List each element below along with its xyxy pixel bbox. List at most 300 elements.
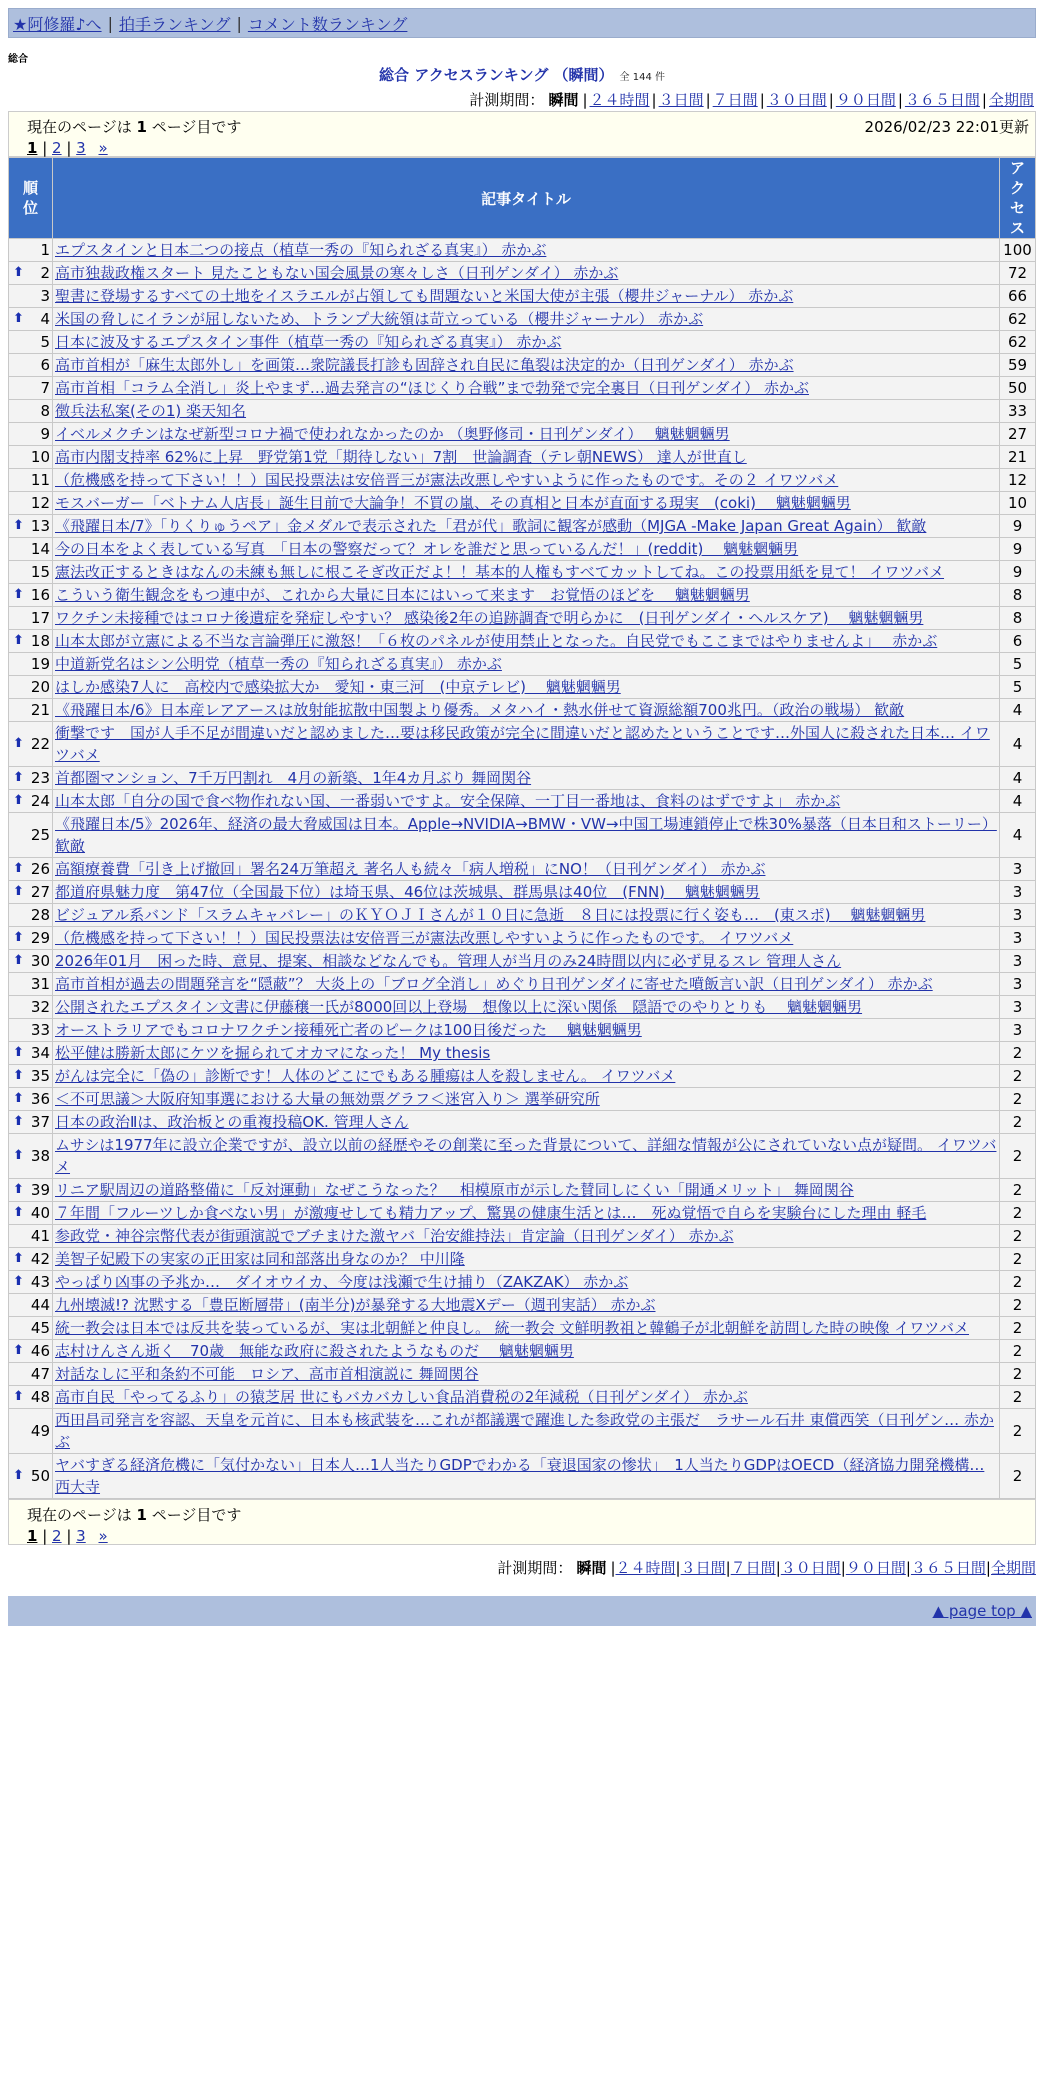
rank-cell bbox=[9, 927, 53, 950]
period-option[interactable]: ３日間 bbox=[658, 91, 704, 109]
up-arrow-icon: ⬆ bbox=[13, 736, 24, 751]
access-cell: 100 bbox=[1000, 239, 1036, 262]
access-cell: 8 bbox=[1000, 584, 1036, 607]
rank-cell bbox=[9, 858, 53, 881]
article-link[interactable]: 公開されたエプスタイン文書に伊藤穣一氏が8000回以上登場 想像以上に深い関係 隠語でのやりとりも 魑魅魍魎男 bbox=[55, 998, 863, 1016]
article-link[interactable]: 九州壊滅!? 沈黙する「豊臣断層帯」(南半分)が暴発する大地震Xデー（週刊実話） 赤かぶ bbox=[55, 1296, 656, 1314]
access-cell: 3 bbox=[1000, 881, 1036, 904]
up-arrow-icon: ⬆ bbox=[13, 1114, 24, 1129]
article-link[interactable]: イベルメクチンはなぜ新型コロナ禍で使われなかったのか （奥野修司・日刊ゲンダイ） 魑魅魍魎男 bbox=[55, 425, 730, 443]
title-cell bbox=[53, 308, 1000, 331]
period-option[interactable]: 全期間 bbox=[990, 1559, 1036, 1577]
period-option[interactable]: ３０日間 bbox=[780, 1559, 841, 1577]
table-row bbox=[9, 561, 1036, 584]
article-link[interactable]: 参政党・神谷宗幣代表が街頭演説でブチまけた激ヤバ「治安維持法」肯定論（日刊ゲンダイ） 赤かぶ bbox=[55, 1227, 734, 1245]
rank-cell bbox=[9, 1340, 53, 1363]
access-cell: 59 bbox=[1000, 354, 1036, 377]
table-row bbox=[9, 1317, 1036, 1340]
access-cell: 8 bbox=[1000, 607, 1036, 630]
pager-bottom bbox=[8, 1499, 1036, 1545]
article-link[interactable]: モスバーガー「ベトナム人店長」誕生目前で大論争！不買の嵐、その真相と日本が直面する現実 (coki) 魑魅魍魎男 bbox=[55, 494, 851, 512]
rank-number: 48 bbox=[30, 1388, 50, 1406]
access-cell: 9 bbox=[1000, 561, 1036, 584]
rank-number: 9 bbox=[40, 425, 50, 443]
title-cell bbox=[53, 722, 1000, 767]
rank-cell bbox=[9, 973, 53, 996]
rank-number: 19 bbox=[30, 655, 50, 673]
title-cell bbox=[53, 1363, 1000, 1386]
applause-ranking-link[interactable]: 拍手ランキング bbox=[118, 14, 231, 34]
table-row bbox=[9, 676, 1036, 699]
access-cell: 27 bbox=[1000, 423, 1036, 446]
title-cell bbox=[53, 676, 1000, 699]
rank-cell bbox=[9, 469, 53, 492]
table-row bbox=[9, 285, 1036, 308]
period-current: 瞬間 bbox=[548, 91, 579, 109]
access-cell: 5 bbox=[1000, 676, 1036, 699]
article-link[interactable]: ビジュアル系バンド「スラムキャバレー」のＫＹＯＪＩさんが１０日に急逝 ８日には投票に行く姿も… (東スポ) 魑魅魍魎男 bbox=[55, 906, 926, 924]
access-cell: 2 bbox=[1000, 1225, 1036, 1248]
table-row bbox=[9, 973, 1036, 996]
rank-number: 18 bbox=[30, 632, 50, 650]
rank-number: 14 bbox=[30, 540, 50, 558]
rank-number: 5 bbox=[40, 333, 50, 351]
article-link[interactable]: 統一教会は日本では反共を装っているが、実は北朝鮮と仲良し。 統一教会 文鮮明教祖と韓鶴子が北朝鮮を訪問した時の映像 イワツバメ bbox=[55, 1319, 970, 1337]
updated-timestamp: 2026/02/23 22:01更新 bbox=[864, 118, 1029, 136]
separator: | bbox=[775, 1559, 781, 1577]
table-row bbox=[9, 469, 1036, 492]
pagination bbox=[27, 1527, 1021, 1545]
rank-cell bbox=[9, 1271, 53, 1294]
title-cell bbox=[53, 1317, 1000, 1340]
period-option[interactable]: ３０日間 bbox=[766, 91, 827, 109]
article-link[interactable]: やっぱり凶事の予兆か… ダイオウイカ、今度は浅瀬で生け捕り（ZAKZAK） 赤かぶ bbox=[55, 1273, 629, 1291]
title-cell bbox=[53, 1179, 1000, 1202]
title-cell bbox=[53, 354, 1000, 377]
rank-number: 46 bbox=[30, 1342, 50, 1360]
period-option[interactable]: ３６５日間 bbox=[910, 1559, 986, 1577]
access-cell: 3 bbox=[1000, 973, 1036, 996]
separator: | bbox=[905, 1559, 911, 1577]
access-cell: 50 bbox=[1000, 377, 1036, 400]
article-link[interactable]: （危機感を持って下さい！！）国民投票法は安倍晋三が憲法改悪しやすいように作ったものです。 イワツバメ bbox=[55, 929, 794, 947]
title-cell bbox=[53, 423, 1000, 446]
rank-cell bbox=[9, 767, 53, 790]
title-cell bbox=[53, 607, 1000, 630]
up-arrow-icon: ⬆ bbox=[13, 1182, 24, 1197]
up-arrow-icon: ⬆ bbox=[13, 518, 24, 533]
table-row bbox=[9, 1179, 1036, 1202]
period-option[interactable]: ７日間 bbox=[730, 1559, 776, 1577]
access-cell: 62 bbox=[1000, 308, 1036, 331]
access-cell: 3 bbox=[1000, 950, 1036, 973]
article-link[interactable]: 高額療養費「引き上げ撤回」署名24万筆超え 著名人も続々「病人増税」にNO！（日刊ゲンダイ） 赤かぶ bbox=[55, 860, 766, 878]
access-cell: 4 bbox=[1000, 722, 1036, 767]
article-link[interactable]: 2026年01月 困った時、意見、提案、相談などなんでも。管理人が当月のみ24時間以内に必ず見るスレ 管理人さん bbox=[55, 952, 842, 970]
page-link-current: 1 bbox=[27, 1527, 38, 1545]
pager-text-prefix: 現在のページは bbox=[27, 118, 132, 136]
access-cell: 2 bbox=[1000, 1294, 1036, 1317]
article-link[interactable]: 高市内閣支持率 62%に上昇 野党第1党「期待しない」7割 世論調査（テレ朝NEWS） 達人が世直し bbox=[55, 448, 747, 466]
access-cell: 2 bbox=[1000, 1111, 1036, 1134]
up-arrow-icon: ⬆ bbox=[13, 884, 24, 899]
rank-number: 35 bbox=[30, 1067, 50, 1085]
article-link[interactable]: エプスタインと日本二つの接点（植草一秀の『知られざる真実』） 赤かぶ bbox=[55, 241, 547, 259]
access-cell: 6 bbox=[1000, 630, 1036, 653]
title-cell bbox=[53, 1065, 1000, 1088]
table-row bbox=[9, 1088, 1036, 1111]
title-cell bbox=[53, 767, 1000, 790]
table-row bbox=[9, 1248, 1036, 1271]
period-option[interactable]: ２４時間 bbox=[615, 1559, 676, 1577]
article-link[interactable]: ＜不可思議＞大阪府知事選における大量の無効票グラフ＜迷宮入り＞ 選挙研究所 bbox=[55, 1090, 600, 1108]
rank-number: 23 bbox=[30, 769, 50, 787]
up-arrow-icon: ⬆ bbox=[13, 265, 24, 280]
rank-number: 26 bbox=[30, 860, 50, 878]
up-arrow-icon: ⬆ bbox=[13, 861, 24, 876]
rank-number: 50 bbox=[30, 1467, 50, 1485]
article-link[interactable]: がんは完全に「偽の」診断です！人体のどこにでもある腫瘍は人を殺しません。 イワツバメ bbox=[55, 1067, 676, 1085]
separator: | bbox=[705, 91, 711, 109]
period-option[interactable]: ９０日間 bbox=[835, 91, 896, 109]
rank-number: 36 bbox=[30, 1090, 50, 1108]
up-arrow-icon: ⬆ bbox=[13, 930, 24, 945]
title-cell bbox=[53, 1111, 1000, 1134]
up-arrow-icon: ⬆ bbox=[13, 587, 24, 602]
access-cell: 3 bbox=[1000, 927, 1036, 950]
access-cell: 3 bbox=[1000, 904, 1036, 927]
rank-cell bbox=[9, 1202, 53, 1225]
separator: | bbox=[675, 1559, 681, 1577]
access-cell: 2 bbox=[1000, 1134, 1036, 1179]
rank-cell bbox=[9, 354, 53, 377]
title-cell bbox=[53, 858, 1000, 881]
article-link[interactable]: （危機感を持って下さい！！）国民投票法は安倍晋三が憲法改悪しやすいように作ったものです。その２ イワツバメ bbox=[55, 471, 839, 489]
period-selector-bottom bbox=[8, 1557, 1036, 1578]
rank-cell bbox=[9, 607, 53, 630]
pager-top bbox=[8, 111, 1036, 157]
rank-cell bbox=[9, 1225, 53, 1248]
access-cell: 66 bbox=[1000, 285, 1036, 308]
article-link[interactable]: 《飛躍日本/7》「りくりゅうペア」金メダルで表示された「君が代」歌詞に観客が感動（MJGA -Make Japan Great Again） 歓敵 bbox=[55, 517, 927, 535]
table-row bbox=[9, 699, 1036, 722]
top-nav-bar bbox=[8, 8, 1036, 38]
article-link[interactable]: 対話なしに平和条約不可能 ロシア、高市首相演説に 舞岡関谷 bbox=[55, 1365, 479, 1383]
period-option[interactable]: 全期間 bbox=[988, 91, 1034, 109]
rank-number: 6 bbox=[40, 356, 50, 374]
table-row bbox=[9, 1065, 1036, 1088]
page-top-link[interactable]: ▲ page top ▲ bbox=[932, 1602, 1032, 1620]
title-cell bbox=[53, 469, 1000, 492]
title-cell bbox=[53, 400, 1000, 423]
article-link[interactable]: こういう衛生観念をもつ連中が、これから大量に日本にはいって来ます お覚悟のほどを 魑魅魍魎男 bbox=[55, 586, 750, 604]
article-link[interactable]: 山本太郎「自分の国で食べ物作れない国、一番弱いですよ。安全保障、一丁目一番地は、食料のはずですよ」 赤かぶ bbox=[55, 792, 841, 810]
title-cell bbox=[53, 904, 1000, 927]
rank-number: 43 bbox=[30, 1273, 50, 1291]
table-row bbox=[9, 1454, 1036, 1499]
rank-number: 41 bbox=[30, 1227, 50, 1245]
rank-number: 39 bbox=[30, 1181, 50, 1199]
rank-cell bbox=[9, 1454, 53, 1499]
access-cell: 3 bbox=[1000, 858, 1036, 881]
rank-number: 15 bbox=[30, 563, 50, 581]
page-link[interactable]: 2 bbox=[52, 139, 62, 157]
period-selector bbox=[8, 89, 1036, 111]
access-cell: 4 bbox=[1000, 790, 1036, 813]
article-link[interactable]: 高市独裁政権スタート 見たこともない国会風景の寒々しさ（日刊ゲンダイ） 赤かぶ bbox=[55, 264, 619, 282]
title-cell bbox=[53, 492, 1000, 515]
bottom-bar bbox=[8, 1596, 1036, 1626]
table-row bbox=[9, 904, 1036, 927]
article-link[interactable]: 高市首相「コラム全消し」炎上やまず…過去発言の“ほじくり合戦”まで勃発で完全裏目（日刊ゲンダイ） 赤かぶ bbox=[55, 379, 809, 397]
access-cell: 2 bbox=[1000, 1363, 1036, 1386]
table-row bbox=[9, 1019, 1036, 1042]
rank-number: 31 bbox=[30, 975, 50, 993]
title-cell bbox=[53, 1454, 1000, 1499]
up-arrow-icon: ⬆ bbox=[13, 953, 24, 968]
article-link[interactable]: ヤバすぎる経済危機に「気付かない」日本人…1人当たりGDPでわかる「衰退国家の惨状」 1人当たりGDPはOECD（経済協力開発機構… 西大寺 bbox=[55, 1456, 985, 1496]
article-link[interactable]: 憲法改正するときはなんの未練も無しに根こそぎ改正だよ！！基本的人権もすべてカットしてね。この投票用紙を見て！ イワツバメ bbox=[55, 563, 945, 581]
table-row bbox=[9, 1363, 1036, 1386]
table-row bbox=[9, 950, 1036, 973]
rank-number: 40 bbox=[30, 1204, 50, 1222]
page-link[interactable]: 2 bbox=[52, 1527, 62, 1545]
table-row bbox=[9, 400, 1036, 423]
up-arrow-icon: ⬆ bbox=[13, 770, 24, 785]
article-link[interactable]: 徴兵法私案(その1) 楽天知名 bbox=[55, 402, 247, 420]
article-link[interactable]: 日本に波及するエプスタイン事件（植草一秀の『知られざる真実』） 赤かぶ bbox=[55, 333, 562, 351]
rank-number: 24 bbox=[30, 792, 50, 810]
rank-cell bbox=[9, 1386, 53, 1409]
separator: | bbox=[61, 139, 77, 157]
up-arrow-icon: ⬆ bbox=[13, 1205, 24, 1220]
table-row bbox=[9, 790, 1036, 813]
rank-cell bbox=[9, 1019, 53, 1042]
rank-cell bbox=[9, 630, 53, 653]
access-cell: 62 bbox=[1000, 331, 1036, 354]
table-row bbox=[9, 653, 1036, 676]
rank-cell bbox=[9, 881, 53, 904]
rank-cell bbox=[9, 331, 53, 354]
article-link[interactable]: 《飛躍日本/5》2026年、経済の最大脅威国は日本。Apple→NVIDIA→BMW・VW→中国工場連鎖停止で株30%暴落（日本日和ストーリー） 歓敵 bbox=[55, 815, 997, 855]
table-row bbox=[9, 1294, 1036, 1317]
period-option[interactable]: ３日間 bbox=[680, 1559, 726, 1577]
col-access-header: アクセス bbox=[1000, 158, 1036, 239]
article-link[interactable]: オーストラリアでもコロナワクチン接種死亡者のピークは100日後だった 魑魅魍魎男 bbox=[55, 1021, 642, 1039]
access-cell: 4 bbox=[1000, 699, 1036, 722]
page-link[interactable]: 3 bbox=[76, 139, 86, 157]
period-option[interactable]: ３６５日間 bbox=[904, 91, 980, 109]
period-label: 計測期間： bbox=[469, 91, 545, 109]
rank-cell bbox=[9, 1088, 53, 1111]
article-link[interactable]: はしか感染7人に 高校内で感染拡大か 愛知・東三河 (中京テレビ) 魑魅魍魎男 bbox=[55, 678, 621, 696]
rank-cell bbox=[9, 538, 53, 561]
table-row bbox=[9, 1134, 1036, 1179]
rank-cell bbox=[9, 1317, 53, 1340]
title-cell bbox=[53, 653, 1000, 676]
access-cell: 2 bbox=[1000, 1202, 1036, 1225]
rank-cell bbox=[9, 492, 53, 515]
pager-current-page: 1 bbox=[136, 118, 147, 136]
title-cell bbox=[53, 446, 1000, 469]
article-link[interactable]: 西田昌司発言を容認、天皇を元首に、日本も核武装を…これが都議選で躍進した参政党の主張だ ラサール石井 東償西笑（日刊ゲン… 赤かぶ bbox=[55, 1411, 994, 1451]
table-row bbox=[9, 492, 1036, 515]
access-cell: 4 bbox=[1000, 767, 1036, 790]
rank-number: 49 bbox=[30, 1422, 50, 1440]
title-cell bbox=[53, 996, 1000, 1019]
next-page-link[interactable]: » bbox=[98, 139, 108, 157]
rank-cell bbox=[9, 676, 53, 699]
rank-cell bbox=[9, 262, 53, 285]
title-cell bbox=[53, 881, 1000, 904]
rank-number: 20 bbox=[30, 678, 50, 696]
rank-number: 28 bbox=[30, 906, 50, 924]
access-cell: 5 bbox=[1000, 653, 1036, 676]
rank-number: 27 bbox=[30, 883, 50, 901]
pagination bbox=[27, 139, 1021, 157]
rank-number: 7 bbox=[40, 379, 50, 397]
rank-cell bbox=[9, 813, 53, 858]
access-cell: 2 bbox=[1000, 1179, 1036, 1202]
rank-number: 1 bbox=[40, 241, 50, 259]
rank-number: 12 bbox=[30, 494, 50, 512]
access-cell: 2 bbox=[1000, 1409, 1036, 1454]
rank-cell bbox=[9, 1294, 53, 1317]
separator: | bbox=[897, 91, 903, 109]
article-link[interactable]: ワクチン未接種ではコロナ後遺症を発症しやすい？ 感染後2年の追跡調査で明らかに (日刊ゲンダイ・ヘルスケア) 魑魅魍魎男 bbox=[55, 609, 924, 627]
page-link-current: 1 bbox=[27, 139, 38, 157]
pager-text-suffix: ページ目です bbox=[151, 118, 242, 136]
rank-cell bbox=[9, 996, 53, 1019]
rank-cell bbox=[9, 423, 53, 446]
table-row bbox=[9, 584, 1036, 607]
up-arrow-icon: ⬆ bbox=[13, 1389, 24, 1404]
article-link[interactable]: 日本の政治Ⅱは、政治板との重複投稿OK. 管理人さん bbox=[55, 1113, 409, 1131]
rank-number: 25 bbox=[30, 826, 50, 844]
article-link[interactable]: 高市自民「やってるふり」の猿芝居 世にもバカバカしい食品消費税の2年減税（日刊ゲンダイ） 赤かぶ bbox=[55, 1388, 748, 1406]
next-page-link[interactable]: » bbox=[98, 1527, 108, 1545]
article-link[interactable]: 《飛躍日本/6》日本産レアアースは放射能拡散中国製より優秀。メタハイ・熱水併せて資源総額700兆円。（政治の戦場） 歓敵 bbox=[55, 701, 905, 719]
rank-number: 13 bbox=[30, 517, 50, 535]
table-row bbox=[9, 1111, 1036, 1134]
article-link[interactable]: 聖書に登場するすべての土地をイスラエルが占領しても問題ないと米国大使が主張（櫻井ジャーナル） 赤かぶ bbox=[55, 287, 794, 305]
table-row bbox=[9, 1386, 1036, 1409]
table-row bbox=[9, 262, 1036, 285]
period-current: 瞬間 bbox=[576, 1559, 607, 1577]
access-cell: 2 bbox=[1000, 1042, 1036, 1065]
title-cell bbox=[53, 1294, 1000, 1317]
separator: | bbox=[236, 13, 242, 33]
table-row bbox=[9, 1042, 1036, 1065]
article-link[interactable]: 今の日本をよく表している写真 「日本の警察だって？オレを誰だと思っているんだ！」(reddit) 魑魅魍魎男 bbox=[55, 540, 799, 558]
up-arrow-icon: ⬆ bbox=[13, 1343, 24, 1358]
page-link[interactable]: 3 bbox=[76, 1527, 86, 1545]
article-link[interactable]: 美智子妃殿下の実家の正田家は同和部落出身なのか？ 中川隆 bbox=[55, 1250, 465, 1268]
rank-number: 42 bbox=[30, 1250, 50, 1268]
rank-cell bbox=[9, 722, 53, 767]
article-link[interactable]: ７年間「フルーツしか食べない男」が激痩せしても精力アップ、驚異の健康生活とは… 死ぬ覚悟で自らを実験台にした理由 軽毛 bbox=[55, 1204, 927, 1222]
rank-number: 37 bbox=[30, 1113, 50, 1131]
article-link[interactable]: 高市首相が過去の問題発言を“隠蔽”？ 大炎上の「ブログ全消し」めぐり日刊ゲンダイに寄せた噴飯言い訳（日刊ゲンダイ） 赤かぶ bbox=[55, 975, 933, 993]
pager-text-prefix: 現在のページは bbox=[27, 1506, 132, 1524]
article-link[interactable]: 高市首相が「麻生太郎外し」を画策…衆院議長打診も固辞され自民に亀裂は決定的か（日刊ゲンダイ） 赤かぶ bbox=[55, 356, 794, 374]
article-link[interactable]: 松平健は勝新太郎にケツを掘られてオカマになった！ My thesis bbox=[55, 1044, 491, 1062]
rank-cell bbox=[9, 377, 53, 400]
article-link[interactable]: 志村けんさん逝く 70歳 無能な政府に殺されたようなものだ 魑魅魍魎男 bbox=[55, 1342, 574, 1360]
ranking-table-body bbox=[9, 239, 1036, 1499]
article-link[interactable]: ムサシは1977年に設立企業ですが、設立以前の経歴やその創業に至った背景について、詳細な情報が公にされていない点が疑問。 イワツバメ bbox=[55, 1136, 997, 1176]
article-link[interactable]: 中道新党名はシン公明党（植草一秀の『知られざる真実』） 赤かぶ bbox=[55, 655, 502, 673]
rank-number: 16 bbox=[30, 586, 50, 604]
rank-cell bbox=[9, 1248, 53, 1271]
separator: | bbox=[610, 1559, 616, 1577]
rank-number: 4 bbox=[40, 310, 50, 328]
article-link[interactable]: リニア駅周辺の道路整備に「反対運動」なぜこうなった？ 相模原市が示した賛同しにくい「開通メリット」 舞岡関谷 bbox=[55, 1181, 854, 1199]
rank-cell bbox=[9, 1065, 53, 1088]
title-cell bbox=[53, 1386, 1000, 1409]
rank-number: 17 bbox=[30, 609, 50, 627]
separator: | bbox=[37, 1527, 53, 1545]
table-row bbox=[9, 881, 1036, 904]
title-cell bbox=[53, 262, 1000, 285]
access-cell: 10 bbox=[1000, 492, 1036, 515]
title-cell bbox=[53, 699, 1000, 722]
table-row bbox=[9, 767, 1036, 790]
rank-cell bbox=[9, 285, 53, 308]
rank-cell bbox=[9, 950, 53, 973]
period-option[interactable]: ２４時間 bbox=[589, 91, 650, 109]
table-row bbox=[9, 354, 1036, 377]
access-cell: 2 bbox=[1000, 1271, 1036, 1294]
separator: | bbox=[759, 91, 765, 109]
up-arrow-icon: ⬆ bbox=[13, 1045, 24, 1060]
title-cell bbox=[53, 538, 1000, 561]
table-row bbox=[9, 1225, 1036, 1248]
comment-ranking-link[interactable]: コメント数ランキング bbox=[247, 14, 408, 34]
pager-current-page: 1 bbox=[136, 1506, 147, 1524]
rank-number: 32 bbox=[30, 998, 50, 1016]
period-option[interactable]: ７日間 bbox=[712, 91, 758, 109]
rank-number: 22 bbox=[30, 735, 50, 753]
article-link[interactable]: 衝撃です 国が人手不足が間違いだと認めました…要は移民政策が完全に間違いだと認めたということです…外国人に殺された日本… イワツバメ bbox=[55, 724, 990, 764]
access-cell: 3 bbox=[1000, 1019, 1036, 1042]
rank-number: 47 bbox=[30, 1365, 50, 1383]
table-row bbox=[9, 927, 1036, 950]
period-option[interactable]: ９０日間 bbox=[845, 1559, 906, 1577]
col-rank-header: 順位 bbox=[9, 158, 53, 239]
title-cell bbox=[53, 1271, 1000, 1294]
article-link[interactable]: 米国の脅しにイランが屈しないため、トランプ大統領は苛立っている（櫻井ジャーナル） 赤かぶ bbox=[55, 310, 704, 328]
separator: | bbox=[651, 91, 657, 109]
rank-cell bbox=[9, 1134, 53, 1179]
table-row bbox=[9, 331, 1036, 354]
rank-cell bbox=[9, 308, 53, 331]
title-cell bbox=[53, 630, 1000, 653]
article-link[interactable]: 山本太郎が立憲による不当な言論弾圧に激怒！「６枚のパネルが使用禁止となった。自民党でもここまではやりませんよ」 赤かぶ bbox=[55, 632, 938, 650]
title-cell bbox=[53, 515, 1000, 538]
table-row bbox=[9, 996, 1036, 1019]
category-label: 総合 bbox=[8, 54, 28, 65]
rank-cell bbox=[9, 584, 53, 607]
rank-cell bbox=[9, 699, 53, 722]
ranking-table bbox=[8, 157, 1036, 1499]
article-link[interactable]: 首都圏マンション、7千万円割れ 4月の新築、1年4カ月ぶり 舞岡関谷 bbox=[55, 769, 532, 787]
separator: | bbox=[985, 1559, 991, 1577]
separator: | bbox=[828, 91, 834, 109]
up-arrow-icon: ⬆ bbox=[13, 1068, 24, 1083]
article-link[interactable]: 都道府県魅力度 第47位（全国最下位）は埼玉県、46位は茨城県、群馬県は40位 (FNN) 魑魅魍魎男 bbox=[55, 883, 760, 901]
home-link[interactable]: ★阿修羅♪へ bbox=[13, 14, 102, 34]
